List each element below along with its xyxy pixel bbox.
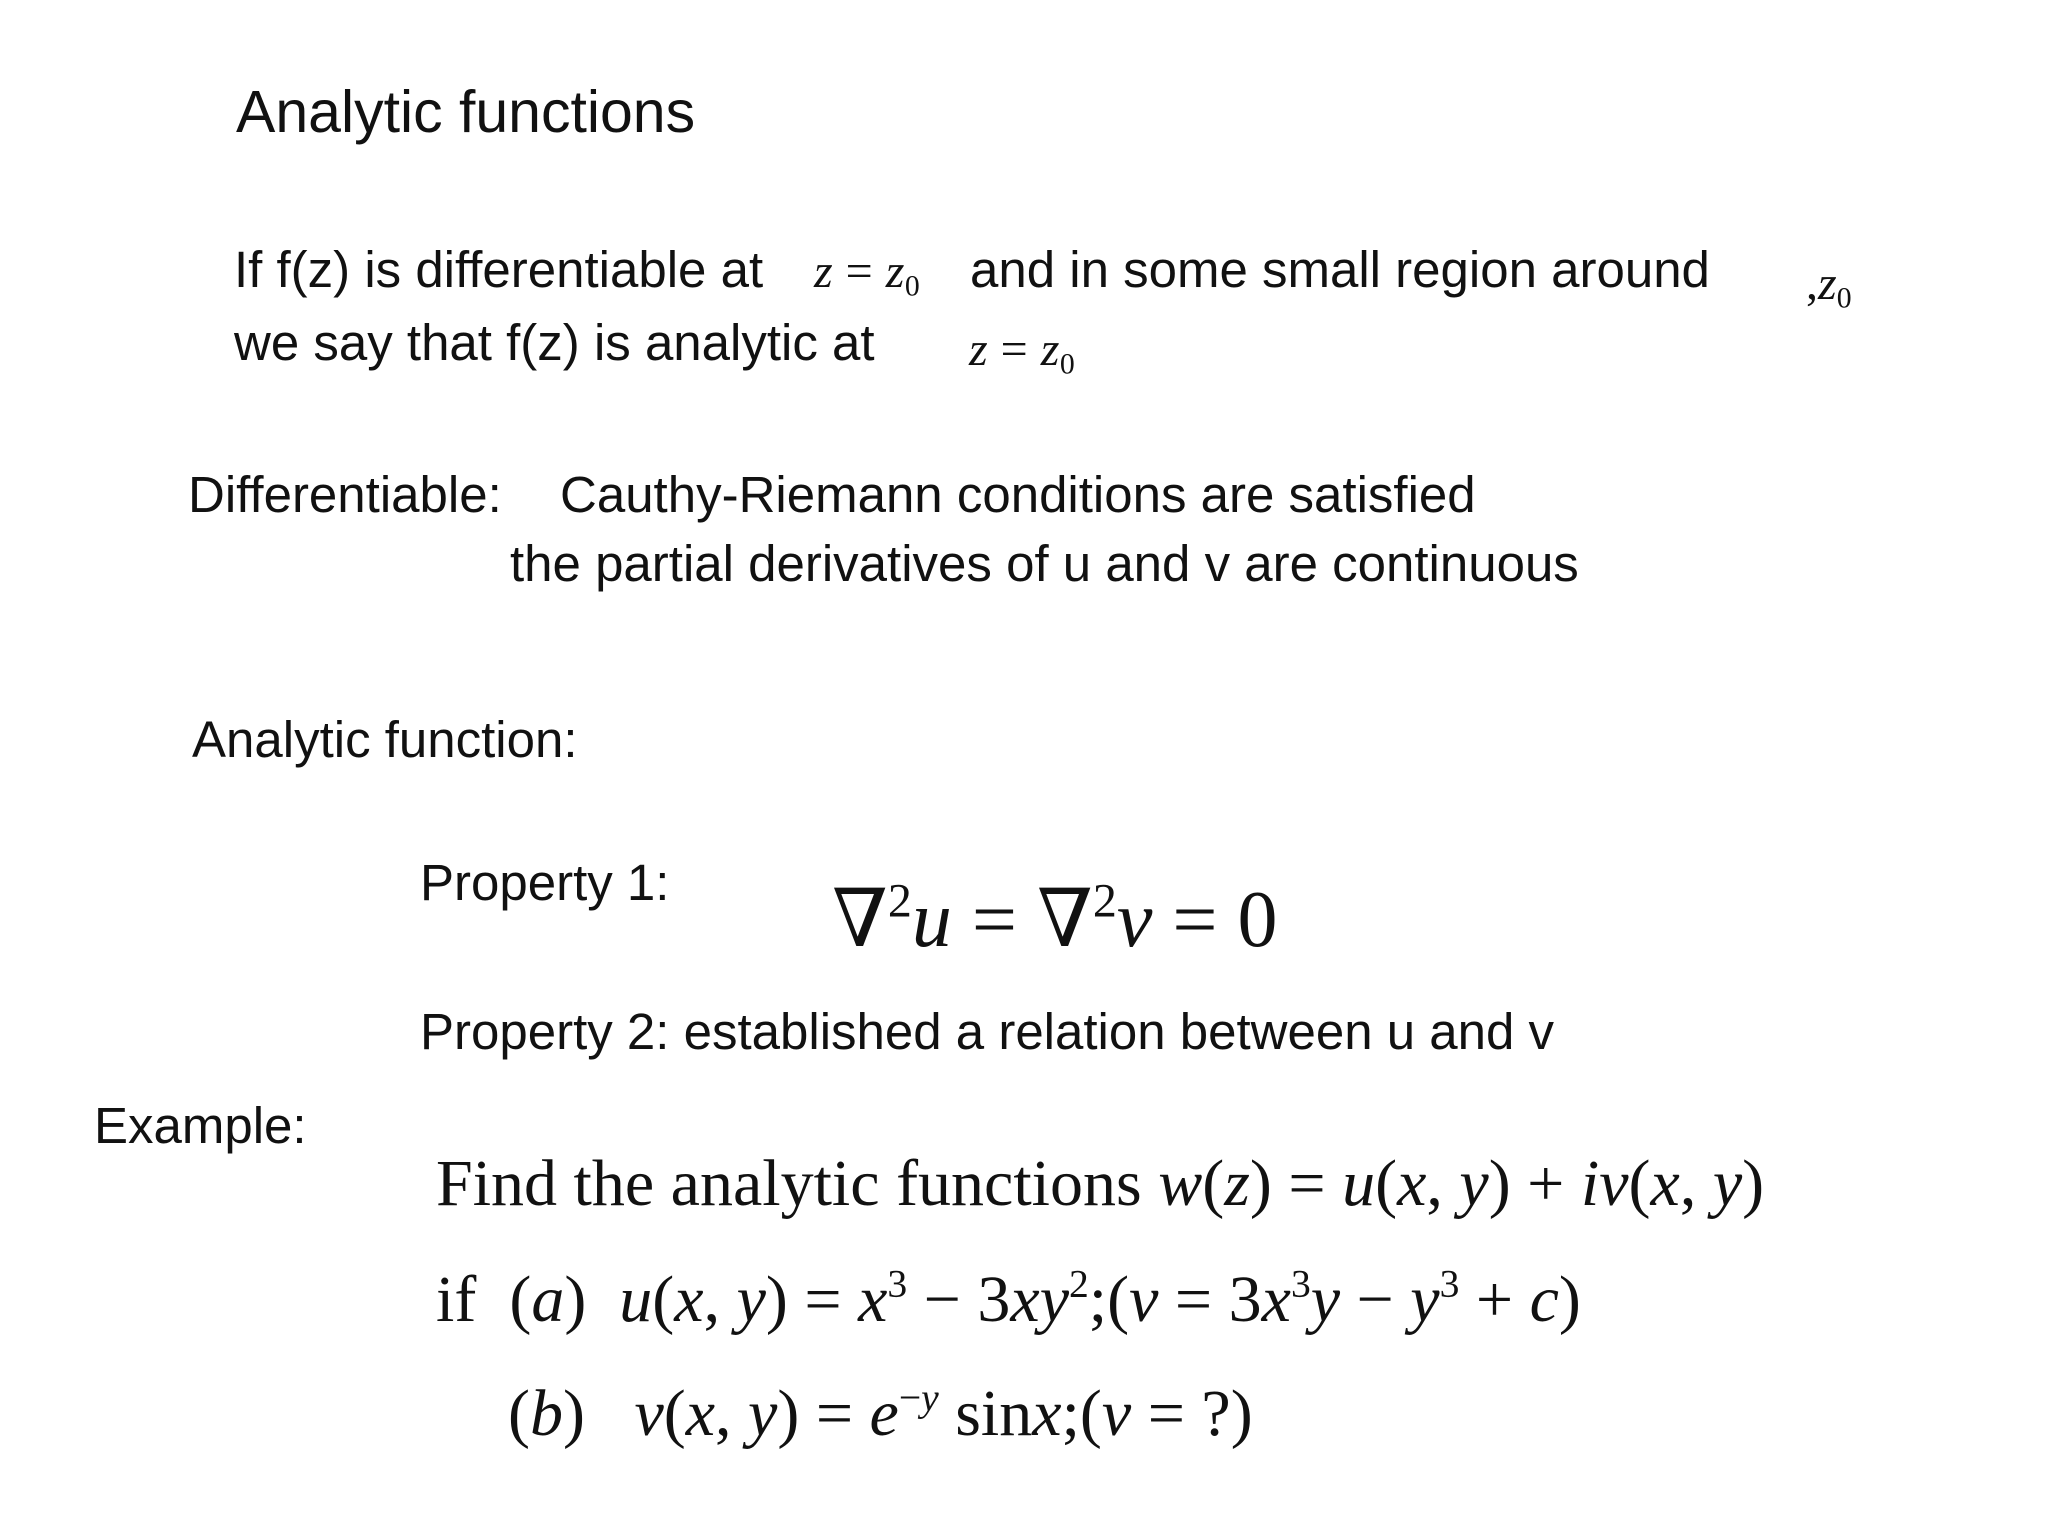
property-1-label: Property 1: (420, 854, 670, 911)
example-part-b-equation: (b) v(x, $y) = e^{-y}$ sinx;(v = ?) (508, 1375, 1253, 1450)
intro-line1-prefix: If f(z) is differentiable at (234, 241, 764, 298)
intro-line2-prefix: we say that f(z) is analytic at (234, 314, 875, 371)
if-word: if (436, 1263, 477, 1336)
differentiable-label: Differentiable: (188, 466, 502, 523)
find-text: Find the analytic functions (436, 1147, 1142, 1220)
differentiable-condition-1: Cauthy-Riemann conditions are satisfied (560, 466, 1476, 523)
math-z-equals-z0: $z = z_0$ (814, 245, 921, 303)
example-label: Example: (94, 1097, 307, 1154)
analytic-function-label: Analytic function: (192, 711, 578, 768)
example-find-statement: Find the analytic functions w(z) = u(x, y) + iv(x, y) (436, 1147, 1765, 1220)
property-2-text: Property 2: established a relation between u and v (420, 1003, 1555, 1060)
math-comma-z0: $,z_0$ (1806, 257, 1852, 315)
laplace-equation: ∇$^2$u = ∇$^2$v = 0 (832, 874, 1278, 964)
intro-line1-suffix: and in some small region around (970, 241, 1710, 298)
page-title: Analytic functions (236, 79, 696, 145)
example-part-a-equation: if (a) u(x, $y) = x^3$ − $3xy^2;(v = 3x^3y - y^3 + c)$ (436, 1261, 1581, 1336)
math-z-equals-z0-second: $z = z_0$ (969, 323, 1076, 381)
differentiable-condition-2: the partial derivatives of u and v are continuous (510, 535, 1579, 592)
